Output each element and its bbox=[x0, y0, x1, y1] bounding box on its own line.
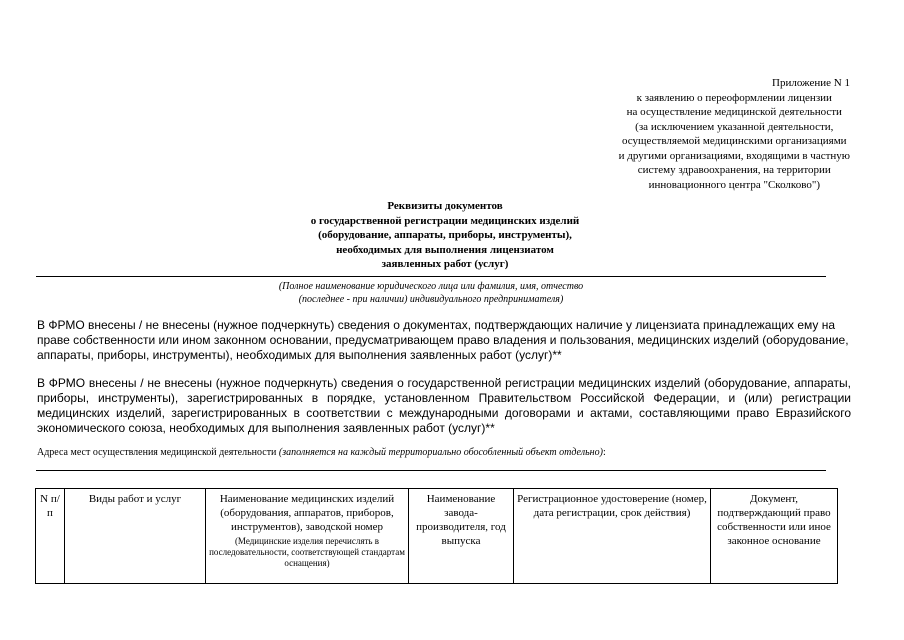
header-number: N п/п bbox=[36, 489, 65, 584]
document-title bbox=[240, 199, 650, 272]
header-devices bbox=[206, 489, 409, 584]
name-fill-line[interactable] bbox=[36, 276, 826, 277]
header-devices-note: (Медицинские изделия перечислять в последовательности, соответствующей стандартам оснащения) bbox=[209, 536, 405, 568]
caption-line: (Полное наименование юридического лица или фамилия, имя, отчество bbox=[278, 281, 584, 292]
title-line: заявленных работ (услуг) bbox=[381, 258, 509, 270]
title-line: о государственной регистрации медицинских изделий bbox=[310, 214, 580, 227]
address-fill-line[interactable] bbox=[36, 470, 826, 471]
appendix-line: на осуществление медицинской деятельности bbox=[626, 106, 842, 118]
address-colon: : bbox=[602, 447, 606, 458]
header-ownership-document: Документ, подтверждающий право собственности или иное законное основание bbox=[711, 489, 838, 584]
header-registration: Регистрационное удостоверение (номер, дата регистрации, срок действия) bbox=[514, 489, 711, 584]
devices-table bbox=[35, 488, 838, 584]
appendix-header bbox=[619, 76, 850, 192]
header-works: Виды работ и услуг bbox=[65, 489, 206, 584]
address-hint: (заполняется на каждый территориально обособленный объект отдельно) bbox=[278, 447, 603, 458]
name-caption bbox=[36, 280, 826, 306]
appendix-line: осуществляемой медицинскими организациями bbox=[622, 135, 847, 147]
title-line: необходимых для выполнения лицензиатом bbox=[336, 243, 554, 256]
appendix-line: и другими организациями, входящими в частную bbox=[618, 149, 850, 162]
title-line: (оборудование, аппараты, приборы, инструменты), bbox=[318, 229, 572, 241]
appendix-line: к заявлению о переоформлении лицензии bbox=[636, 91, 832, 104]
appendix-line: (за исключением указанной деятельности, bbox=[635, 120, 834, 133]
header-manufacturer: Наименование завода-производителя, год выпуска bbox=[409, 489, 514, 584]
title-line: Реквизиты документов bbox=[387, 200, 503, 212]
table-header-row bbox=[36, 489, 838, 584]
appendix-number: Приложение N 1 bbox=[772, 77, 850, 89]
frmo-ownership-paragraph: В ФРМО внесены / не внесены (нужное подчеркнуть) сведения о документах, подтверждающих наличие у лицензиата принадлежащих ему на праве собственности или ином законном основании, предусматривающем право владения и пользования, медицинских изделий (оборудование, аппараты, приборы, инструменты), необходимых для выполнения заявленных работ (услуг)** bbox=[37, 318, 849, 362]
address-label-row bbox=[37, 446, 837, 459]
appendix-line: систему здравоохранения, на территории bbox=[637, 164, 831, 176]
frmo-registration-paragraph: В ФРМО внесены / не внесены (нужное подчеркнуть) сведения о государственной регистрации медицинских изделий (оборудование, аппараты, приборы, инструменты), зарегистрированных в порядке, установленном Правительством Российской Федерации, и (или) регистрации медицинских изделий, зарегистрированных в соответствии с международными договорами и актами, составляющими право Евразийского экономического союза, необходимых для выполнения заявленных работ (услуг)** bbox=[37, 376, 851, 435]
address-label: Адреса мест осуществления медицинской деятельности bbox=[37, 447, 277, 458]
appendix-line: инновационного центра "Сколково") bbox=[648, 178, 820, 191]
caption-line: (последнее - при наличии) индивидуального предпринимателя) bbox=[298, 294, 564, 305]
header-devices-label: Наименование медицинских изделий (оборудования, аппаратов, приборов, инструментов), заводской номер bbox=[219, 493, 395, 533]
